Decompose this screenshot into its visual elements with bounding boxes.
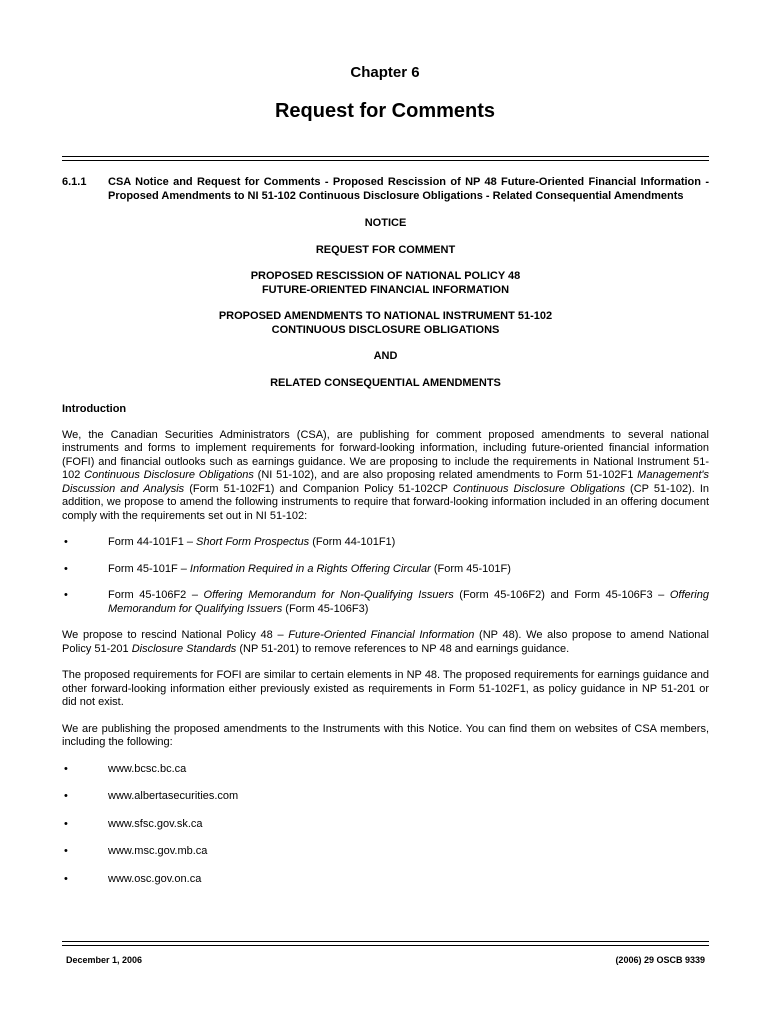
list-item: • Form 45-106F2 – Offering Memorandum for Non-Qualifying Issuers (Form 45-106F2) and Form 45-106F3 – Offering Memorandum for Qualifying Issuers (Form 45-106F3) [64, 589, 709, 615]
amendments-heading-line-2: CONTINUOUS DISCLOSURE OBLIGATIONS [271, 323, 500, 336]
footer-rule-top [62, 941, 709, 942]
intro-paragraph-1: We, the Canadian Securities Administrators (CSA), are publishing for comment proposed amendments to several national instruments and forms to implement requirements for forward-looking information, including future-oriented financial information (FOFI) and financial outlooks such as earnings guidance. We are proposing to include the requirements in National Instrument 51-102 Continuous Disclosure Obligations (NI 51-102), and are also proposing related amendments to Form 51-102F1 Management's Discussion and Analysis (Form 51-102F1) and Companion Policy 51-102CP Continuous Disclosure Obligations (CP 51-102). In addition, we propose to amend the following instruments to require that forward-looking information included in an offering document comply with the requirements set out in NI 51-102: [62, 428, 710, 522]
footer-citation: (2006) 29 OSCB 9339 [615, 955, 705, 965]
header-rule-bottom [62, 160, 709, 161]
consequential-amendments-heading: RELATED CONSEQUENTIAL AMENDMENTS [270, 376, 501, 389]
chapter-number: Chapter 6 [350, 64, 420, 81]
bullet-icon: • [64, 762, 68, 775]
rescission-heading-line-1: PROPOSED RESCISSION OF NATIONAL POLICY 48 [250, 270, 521, 282]
chapter-title: Request for Comments [274, 100, 496, 122]
intro-paragraph-2: We propose to rescind National Policy 48 – Future-Oriented Financial Information (NP 48). We also propose to amend National Policy 51-201 Disclosure Standards (NP 51-201) to remove references to NP 48 and earnings guidance. [62, 629, 709, 655]
request-for-comment-heading: REQUEST FOR COMMENT [315, 243, 456, 256]
bullet-icon: • [64, 790, 68, 802]
website-link[interactable]: www.bcsc.bc.ca [108, 762, 187, 775]
section-number: 6.1.1 [62, 176, 87, 188]
website-link[interactable]: www.msc.gov.mb.ca [108, 845, 208, 857]
introduction-heading: Introduction [62, 403, 127, 415]
list-item [62, 790, 709, 804]
list-item [62, 818, 709, 832]
list-item [62, 845, 709, 859]
amendments-heading [62, 310, 709, 337]
section-heading [62, 176, 709, 203]
websites-list [62, 763, 709, 887]
list-item [62, 763, 709, 777]
website-link[interactable]: www.osc.gov.on.ca [108, 872, 202, 885]
intro-paragraph-3: The proposed requirements for FOFI are similar to certain elements in NP 48. The proposed requirements for earnings guidance and other forward-looking information either previously existed as requirements in Form 51-102F1, as policy guidance in NP 51-201 or did not exist. [62, 669, 709, 708]
header-rule-top [62, 156, 709, 157]
amendments-heading-line-1: PROPOSED AMENDMENTS TO NATIONAL INSTRUMENT 51-102 [218, 310, 553, 322]
bullet-icon: • [64, 817, 68, 830]
bullet-icon: • [64, 845, 68, 857]
bullet-icon: • [64, 872, 68, 885]
rescission-heading-line-2: FUTURE-ORIENTED FINANCIAL INFORMATION [261, 283, 510, 296]
bullet-icon: • [64, 562, 68, 575]
website-link[interactable]: www.sfsc.gov.sk.ca [108, 817, 203, 830]
footer-date: December 1, 2006 [66, 955, 143, 965]
list-item: • Form 45-101F – Information Required in a Rights Offering Circular (Form 45-101F) [64, 562, 511, 575]
forms-list [62, 536, 709, 616]
page-footer [66, 955, 705, 965]
website-link[interactable]: www.albertasecurities.com [108, 790, 239, 802]
intro-paragraph-4: We are publishing the proposed amendments to the Instruments with this Notice. You can find them on websites of CSA members, including the following: [62, 722, 709, 748]
section-title: CSA Notice and Request for Comments - Proposed Rescission of NP 48 Future-Oriented Financial Information - Proposed Amendments to NI 51-102 Continuous Disclosure Obligations - Related Consequential Amendments [108, 176, 709, 202]
bullet-icon: • [64, 589, 68, 601]
list-item: • Form 44-101F1 – Short Form Prospectus (Form 44-101F1) [64, 536, 396, 548]
page-content [62, 176, 709, 900]
list-item [62, 873, 709, 887]
rescission-heading [62, 270, 709, 297]
bullet-icon: • [64, 536, 68, 548]
and-heading: AND [373, 350, 398, 362]
notice-heading: NOTICE [364, 217, 407, 229]
footer-rule-bottom [62, 945, 709, 946]
